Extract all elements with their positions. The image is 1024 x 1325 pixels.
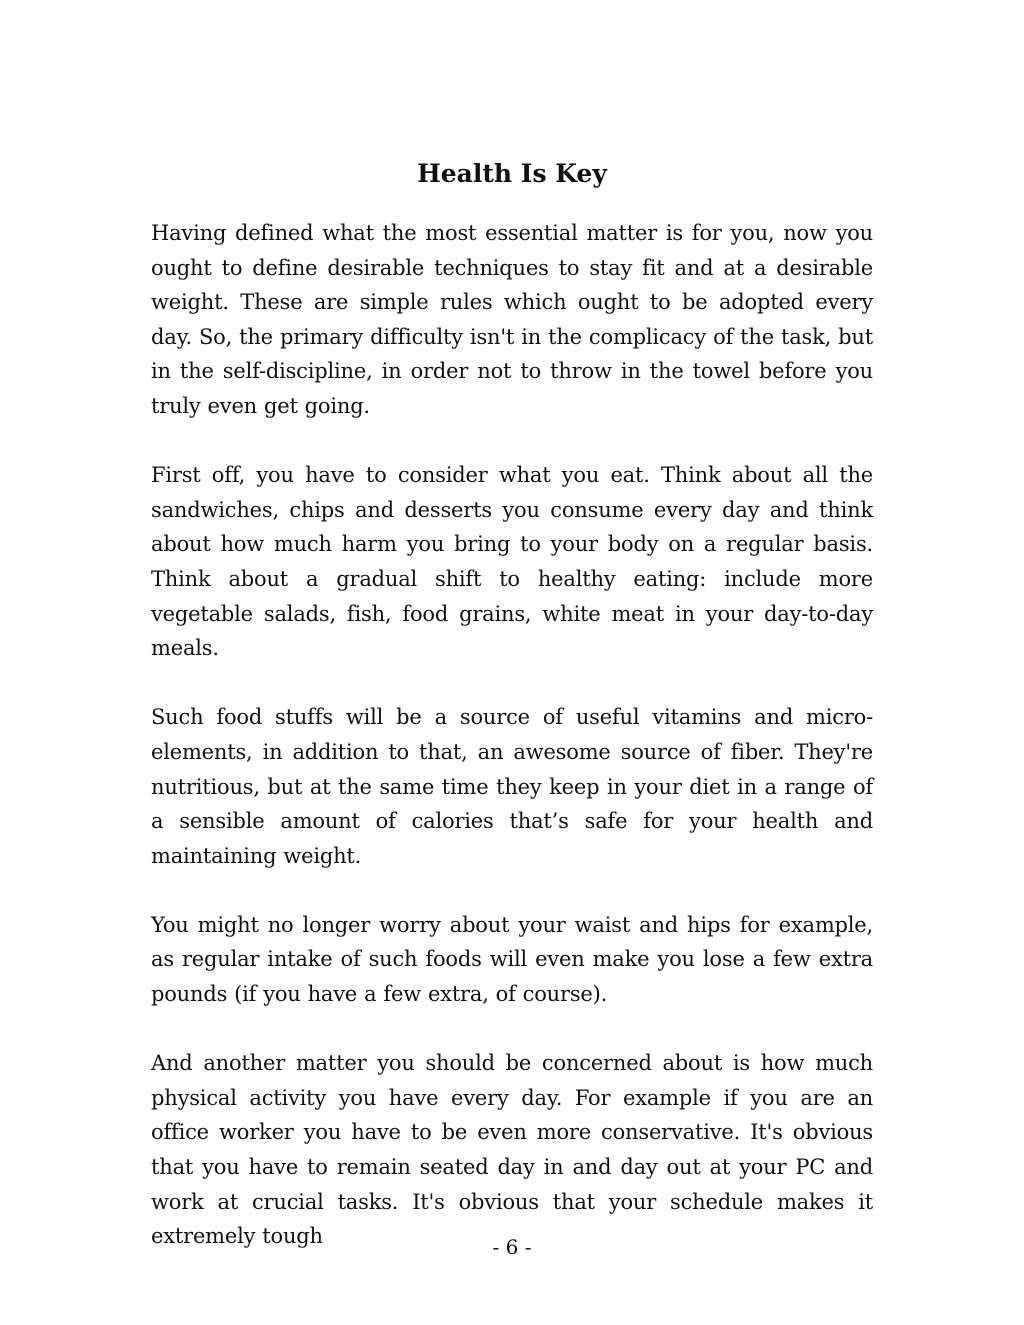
page-number: - 6 -	[492, 1235, 532, 1259]
paragraph-2: First off, you have to consider what you eat. Think about all the sandwiches, chips and desserts you consume every day and think about how much harm you bring to your body on a regular basis. Think about a gradual shift to healthy eating: include more vegetable salads, fish, food grains, white meat in your day-to-day meals.	[151, 463, 873, 661]
page-title: Health Is Key	[417, 158, 607, 188]
document-body	[151, 216, 873, 1254]
paragraph-1: Having defined what the most essential matter is for you, now you ought to define desirable techniques to stay fit and at a desirable weight. These are simple rules which ought to be adopted every day. So, the primary difficulty isn't in the complicacy of the task, but in the self-discipline, in order not to throw in the towel before you truly even get going.	[151, 221, 873, 418]
paragraph-4: You might no longer worry about your waist and hips for example, as regular intake of such foods will even make you lose a few extra pounds (if you have a few extra, of course).	[151, 912, 873, 1007]
paragraph-3: Such food stuffs will be a source of useful vitamins and micro-elements, in addition to that, an awesome source of fiber. They're nutritious, but at the same time they keep in your diet in a range of a sensible amount of calories that’s safe for your health and maintaining weight.	[151, 705, 873, 868]
paragraph-5: And another matter you should be concerned about is how much physical activity you have every day. For example if you are an office worker you have to be even more conservative. It's obvious that you have to remain seated day in and day out at your PC and work at crucial tasks. It's obvious that your schedule makes it extremely tough	[151, 1051, 873, 1249]
